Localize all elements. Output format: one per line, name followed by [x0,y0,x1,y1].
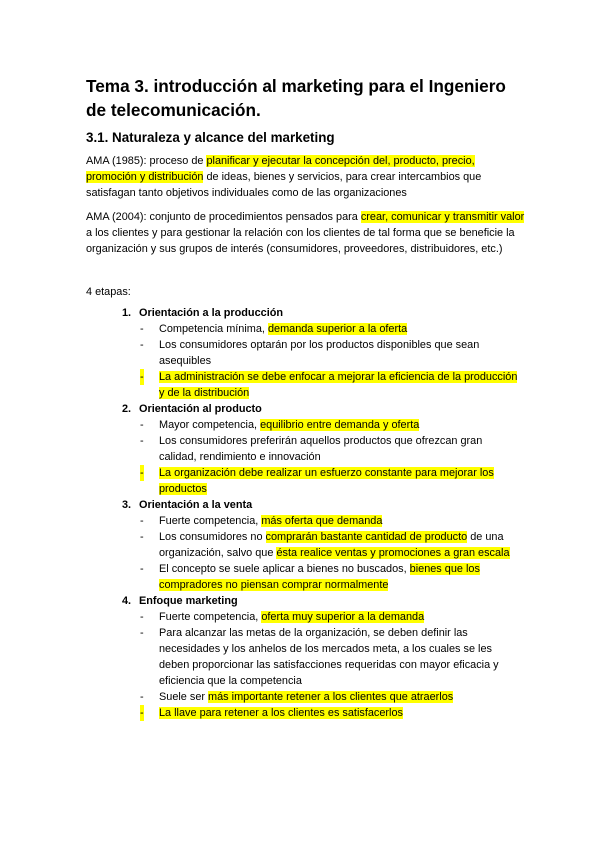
stage-3-bullet-2-text: Los consumidores no [159,531,266,543]
stage-2-title: Orientación al producto [139,403,262,415]
stage-2-bullet-3 [140,465,520,497]
stage-3-bullet-2-highlight-2: ésta realice ventas y promociones a gran escala [276,547,510,560]
bullet-dash: - [140,515,144,527]
bullet-dash: - [140,369,144,385]
stage-4-bullet-4 [140,705,520,721]
stage-3-number: 3. [122,499,132,511]
bullet-dash: - [140,435,144,447]
bullet-dash: - [140,531,144,543]
ama-1985-highlight: planificar y ejecutar la concepción del, producto, precio, promoción y distribución [86,155,475,184]
stage-4-bullet-2 [140,625,520,689]
ama-1985-rest: de ideas, bienes y servicios, para crear intercambios que satisfagan tanto objetivos individuales como de las organizaciones [86,171,482,200]
ama-2004-highlight: crear, comunicar y transmitir valor [360,211,525,223]
ama-1985-paragraph [86,153,526,202]
stage-3-bullet-3-text: El concepto se suele aplicar a bienes no buscados, [159,563,410,575]
stage-2-bullet-2-text: Los consumidores preferirán aquellos productos que ofrezcan gran calidad, rendimiento e innovación [159,435,483,464]
stage-2-bullet-2 [140,433,520,465]
ama-1985-intro: AMA (1985): proceso de [86,155,207,167]
stage-2-bullet-1 [140,417,520,433]
stage-1-bullet-1 [140,321,520,337]
bullet-dash: - [140,611,144,623]
stage-4-bullet-4-highlight: La llave para retener a los clientes es satisfacerlos [159,707,403,719]
ama-2004-paragraph [86,209,526,258]
page-title: Tema 3. introducción al marketing para el Ingeniero de telecomunicación. [86,76,506,120]
section-heading: 3.1. Naturaleza y alcance del marketing [86,130,335,145]
stage-1-bullet-1-highlight: demanda superior a la oferta [267,323,408,335]
stage-4-bullet-3-highlight: más importante retener a los clientes que atraerlos [208,691,454,703]
stage-3-bullet-1-text: Fuerte competencia, [159,515,262,527]
bullet-dash: - [140,563,144,575]
stage-2-heading [122,401,262,417]
stage-2-number: 2. [122,403,132,415]
stage-4-bullet-1-highlight: oferta muy superior a la demanda [261,611,425,623]
stage-3-bullet-3 [140,561,520,593]
bullet-dash: - [140,705,144,721]
stage-3-title: Orientación a la venta [139,499,253,511]
stage-2-bullet-1-text: Mayor competencia, [159,419,261,431]
stage-1-number: 1. [122,307,132,319]
stage-1-heading [122,305,283,321]
bullet-dash: - [140,339,144,351]
bullet-dash: - [140,419,144,431]
stage-4-number: 4. [122,595,132,607]
stage-3-bullet-2-middle: de una organización, salvo que [159,531,504,560]
stage-3-bullet-2 [140,529,520,561]
stage-4-bullet-1-text: Fuerte competencia, [159,611,262,623]
ama-2004-intro: AMA (2004): conjunto de procedimientos pensados para [86,211,361,223]
stage-1-title: Orientación a la producción [139,307,284,319]
bullet-dash: - [140,323,144,335]
bullet-dash: - [140,465,144,481]
stage-1-bullet-2 [140,337,520,369]
stage-3-bullet-3-highlight: bienes que los compradores no piensan comprar normalmente [159,563,480,592]
bullet-dash: - [140,691,144,703]
stages-label: 4 etapas: [86,286,131,298]
stage-3-bullet-1-highlight: más oferta que demanda [261,515,383,527]
stage-1-bullet-3 [140,369,520,401]
stage-1-bullet-3-highlight: La administración se debe enfocar a mejorar la eficiencia de la producción y de la distribución [159,371,518,400]
stage-3-bullet-1 [140,513,520,529]
stage-4-title: Enfoque marketing [139,595,238,607]
stage-3-bullet-2-highlight: comprarán bastante cantidad de producto [265,531,468,543]
stage-3-heading [122,497,252,513]
stage-4-bullet-3 [140,689,520,705]
stage-4-heading [122,593,238,609]
stage-2-bullet-3-highlight: La organización debe realizar un esfuerzo constante para mejorar los productos [159,467,494,496]
stage-4-bullet-2-text: Para alcanzar las metas de la organización, se deben definir las necesidades y los anhelos de los mercados meta, a los cuales se les deben proporcionar las satisfacciones requeridas con mayor eficacia y eficiencia que la competencia [159,627,499,688]
stage-1-bullet-1-text: Competencia mínima, [159,323,268,335]
stage-2-bullet-1-highlight: equilibrio entre demanda y oferta [260,419,420,431]
stage-4-bullet-3-text: Suele ser [159,691,209,703]
stage-1-bullet-2-text: Los consumidores optarán por los productos disponibles que sean asequibles [159,339,480,368]
stage-4-bullet-1 [140,609,520,625]
bullet-dash: - [140,627,144,639]
ama-2004-rest: a los clientes y para gestionar la relación con los clientes de tal forma que se beneficie la organización y sus grupos de interés (consumidores, proveedores, distribuidores, etc.) [86,227,515,256]
